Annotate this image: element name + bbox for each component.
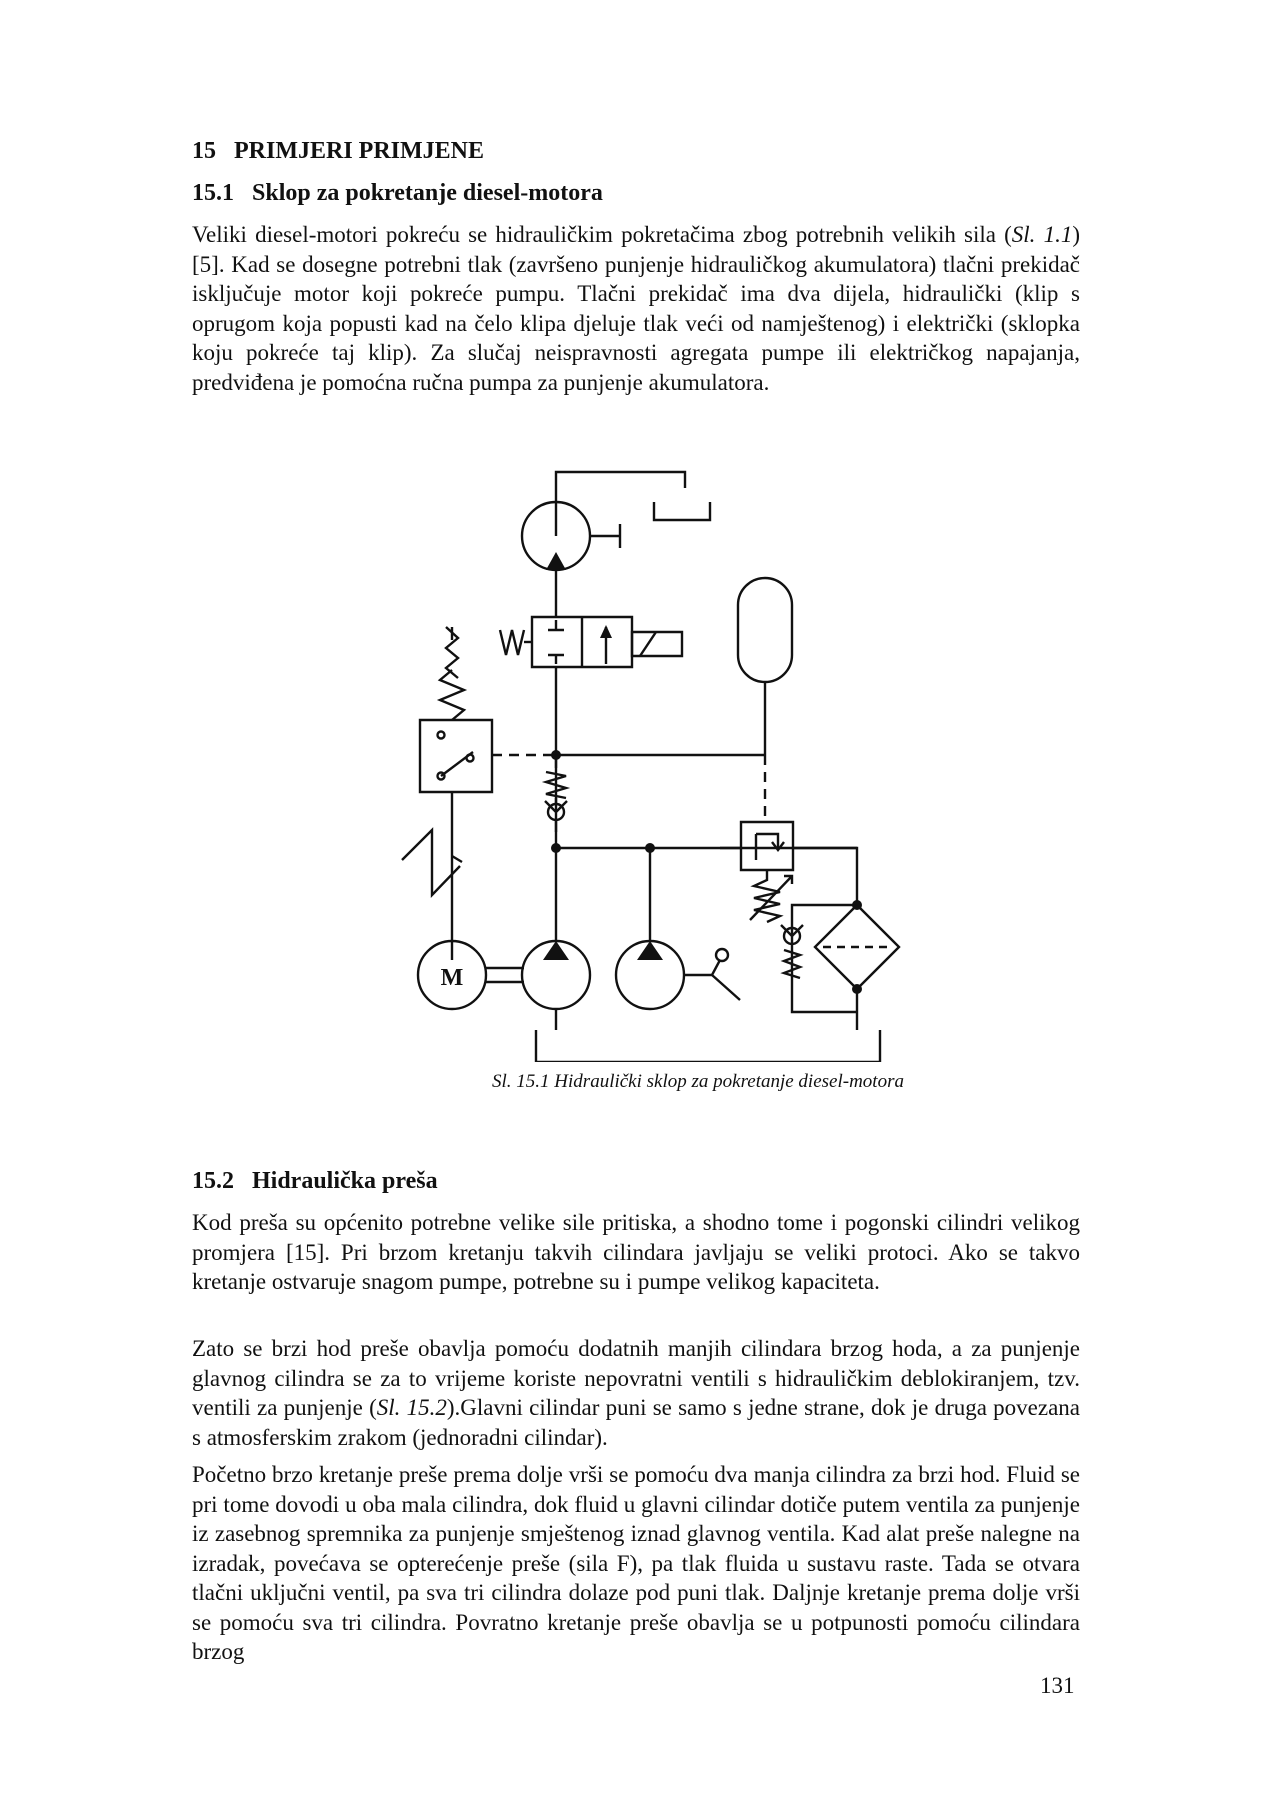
accumulator-icon	[738, 578, 792, 682]
hand-lever-icon	[684, 960, 740, 1000]
figure-caption: Sl. 15.1 Hidraulički sklop za pokretanje diesel-motora	[492, 1071, 904, 1092]
paragraph-15-2-b: Zato se brzi hod preše obavlja pomoću dodatnih manjih cilindara brzog hoda, a za punjenje glavnog cilindra se za to vrijeme koriste nepovratni ventili s hidrauličkim deblokiranjem, tzv. ventili za punjenje (Sl. 15.2).Glavni cilindar puni se samo s jedne strane, dok je druga povezana s atmosferskim zrakom (jednoradni cilindar).	[192, 1336, 1081, 1450]
valve-arrow-icon	[600, 625, 612, 638]
valve-spring-icon	[500, 630, 524, 655]
subsection-number: 15.1	[192, 180, 234, 206]
subsection-number: 15.2	[192, 1168, 234, 1194]
section-title: PRIMJERI PRIMJENE	[234, 138, 484, 164]
solenoid-icon	[632, 632, 682, 656]
paragraph-15-2-c: Početno brzo kretanje preše prema dolje vrši se pomoću dva manja cilindra za brzi hod. Fluid se pri tome dovodi u oba mala cilindra, dok fluid u glavni cilindar dotiče putem ventila za punjenje iz zasebnog spremnika za punjenje smještenog iznad glavnog ventila. Kad alat preše nalegne na izradak, povećava se opterećenje preše (sila F), pa tlak fluida u sustavu raste. Tada se otvara tlačni uključni ventil, pa sva tri cilindra dolaze pod puni tlak. Daljnje kretanje prema dolje vrši se pomoću sva tri cilindra. Povratno kretanje preše obavlja se u potpunosti pomoću cilindara brzog	[192, 1462, 1080, 1664]
top-pump-arrow-icon	[546, 552, 566, 570]
pressure-switch-spring-icon	[440, 670, 464, 720]
figure-reference[interactable]: Sl. 1.1	[1011, 222, 1073, 247]
hydraulic-circuit-diagram	[380, 462, 910, 1062]
relief-valve-icon	[741, 822, 793, 870]
figure-reference[interactable]: Sl. 15.2	[376, 1395, 447, 1420]
main-pump-arrow-icon	[543, 941, 569, 960]
paragraph-15-2-a: Kod preša su općenito potrebne velike sile pritiska, a shodno tome i pogonski cilindri velikog promjera [15]. Pri brzom kretanju takvih cilindara javljaju se veliki protoci. Ako se takvo kretanje ostvaruje snagom pumpe, potrebne su i pumpe velikog kapaciteta.	[192, 1210, 1080, 1294]
paragraph-15-1: Veliki diesel-motori pokreću se hidrauličkim pokretačima zbog potrebnih velikih sila (Sl. 1.1) [5]. Kad se dosegne potrebni tlak (završeno punjenje hidrauličkog akumulatora) tlačni prekidač isključuje motor koji pokreće pumpu. Tlačni prekidač ima dva dijela, hidraulički (klip s oprugom koja popusti kad na čelo klipa djeluje tlak veći od namještenog) i električki (sklopka koju pokreće taj klip). Za slučaj neispravnosti agregata pumpe ili električkog napajanja, predviđena je pomoćna ručna pumpa za punjenje akumulatora.	[192, 222, 1081, 395]
subsection-heading-15-2	[192, 1166, 438, 1196]
subsection-heading-15-1	[192, 178, 603, 208]
tank-top-icon	[654, 502, 710, 520]
hand-pump-arrow-icon	[637, 941, 663, 960]
motor-label: M	[440, 965, 464, 991]
subsection-title: Hidraulička preša	[252, 1168, 438, 1194]
section-heading	[192, 136, 484, 166]
pressure-switch-icon	[420, 720, 492, 792]
page-number: 131	[1040, 1673, 1075, 1698]
section-number: 15	[192, 138, 216, 164]
subsection-title: Sklop za pokretanje diesel-motora	[252, 180, 603, 206]
